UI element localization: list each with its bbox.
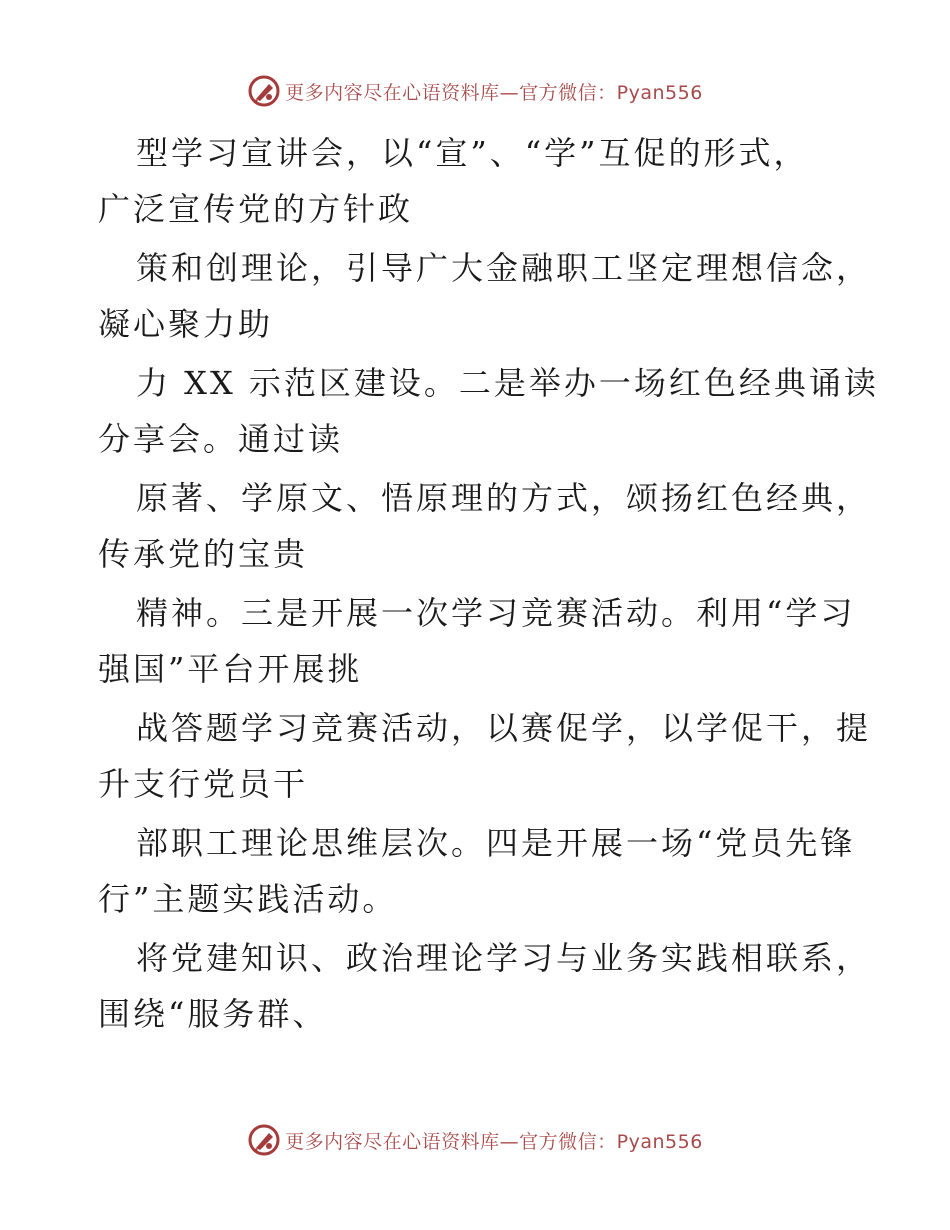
paragraph-1 [98,125,858,237]
watermark-text: 更多内容尽在心语资料库—官方微信：Pyan556 [285,81,703,104]
pen-logo-icon [247,1123,281,1157]
paragraph-line: 型学习宣讲会，以“宣”、“学”互促的形式， [136,134,809,172]
paragraph-6 [98,700,872,812]
paragraph-line: 力 XX 示范区建设。二是举办一场红色经典诵读 [136,364,879,402]
paragraph-line: 部职工理论思维层次。四是开展一场“党员先锋 [136,824,856,862]
paragraph-line: 行”主题实践活动。 [98,880,398,918]
paragraph-line: 传承党的宝贵 [98,535,309,573]
watermark-text: 更多内容尽在心语资料库—官方微信：Pyan556 [285,1130,703,1153]
paragraph-line: 分享会。通过读 [98,420,344,458]
paragraph-7 [98,815,858,927]
header-watermark [0,71,950,111]
paragraph-line: 强国”平台开展挑 [98,650,363,688]
paragraph-line: 将党建知识、政治理论学习与业务实践相联系， [136,939,872,977]
pen-logo-icon [247,74,281,108]
paragraph-line: 广泛宣传党的方针政 [98,190,414,228]
paragraph-5 [98,585,858,697]
paragraph-8 [98,930,872,1042]
paragraph-line: 围绕“服务群、 [98,995,328,1033]
paragraph-line: 战答题学习竞赛活动，以赛促学，以学促干，提 [136,709,872,747]
paragraph-line: 凝心聚力助 [98,305,274,343]
paragraph-line: 原著、学原文、悟原理的方式，颂扬红色经典， [136,479,872,517]
paragraph-line: 精神。三是开展一次学习竞赛活动。利用“学习 [136,594,856,632]
document-body [98,125,879,1042]
paragraph-2 [98,240,872,352]
paragraph-3 [98,355,879,467]
footer-watermark [0,1120,950,1160]
paragraph-line: 升支行党员干 [98,765,309,803]
paragraph-4 [98,470,872,582]
paragraph-line: 策和创理论，引导广大金融职工坚定理想信念， [136,249,872,287]
